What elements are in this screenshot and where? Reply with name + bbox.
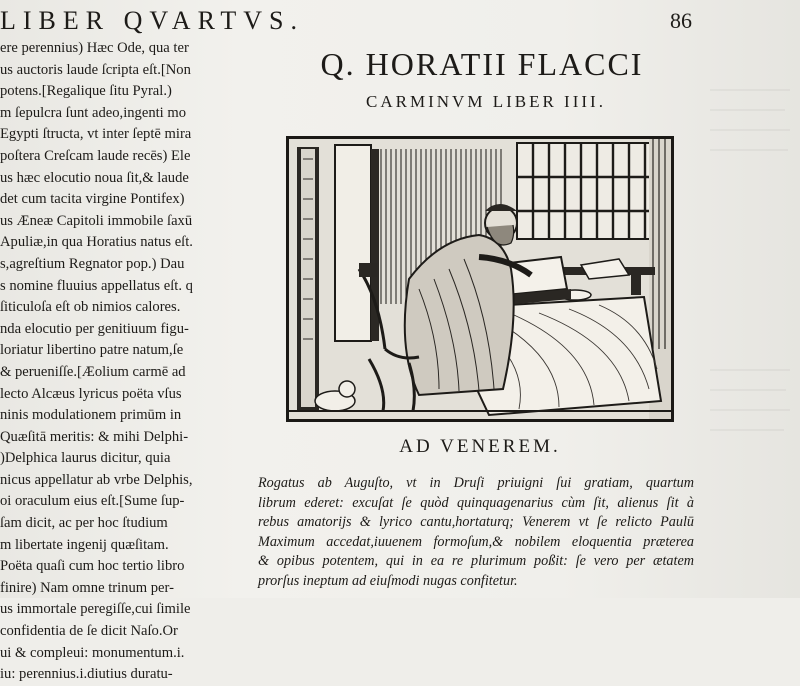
- commentary-line: ſiticuloſa eſt ob nimios calores.: [0, 299, 181, 316]
- book-title: Q. HORATII FLACCI: [320, 46, 644, 82]
- commentary-line: Apuliæ,in qua Horatius natus eſt.: [0, 234, 193, 251]
- commentary-line: nda elocutio per genitiuum figu-: [0, 320, 189, 337]
- argument-line: librum ederet: excuſat ſe quòd quinquagenarius cùm ſit, alienus ſit à: [258, 494, 694, 511]
- commentary-line: finire) Nam omne trinum per-: [0, 579, 174, 596]
- argument-line: rebus amatorijs & lyrico cantu,hortaturq; Venerem vt ſe relicto Paulū: [258, 514, 694, 531]
- commentary-line: ſam dicit, ac per hoc ſtudium: [0, 515, 168, 532]
- woodcut-illustration: [286, 136, 674, 422]
- commentary-line: m ſepulcra ſunt adeo,ingenti mo: [0, 104, 187, 121]
- commentary-line: oi oraculum eius eſt.[Sume ſup-: [0, 493, 185, 510]
- page-number: 86: [670, 8, 692, 33]
- commentary-line: us immortale peregiſſe,cui ſimile: [0, 601, 191, 618]
- commentary-line: ere perennius) Hæc Ode, qua ter: [0, 40, 189, 56]
- commentary-line: m libertate ingenij quæſitam.: [0, 536, 169, 553]
- commentary-line: )Delphica laurus dicitur, quia: [0, 450, 171, 467]
- commentary-line: Quæſitā meritis: & mihi Delphi-: [0, 428, 189, 445]
- commentary-line: us Æneæ Capitoli immobile ſaxū: [0, 212, 193, 229]
- show-through-text: [700, 70, 800, 590]
- commentary-column: [0, 38, 255, 686]
- commentary-line: lecto Alcæus lyricus poëta vſus: [0, 385, 182, 402]
- commentary-line: det cum tacita virgine Pontifex): [0, 191, 185, 208]
- argument-line: prorſus ineptum ad eiuſmodi nugas confitetur.: [258, 572, 518, 589]
- commentary-line: ninis modulationem primūm in: [0, 407, 182, 424]
- commentary-line: confidentia de ſe dicit Naſo.Or: [0, 623, 178, 640]
- commentary-line: iu: perennius.i.diutius duratu-: [0, 666, 173, 683]
- commentary-line: & perueniſſe.[Æolium carmē ad: [0, 363, 186, 380]
- argument-line: Rogatus ab Auguſto, vt in Druſi priuigni ſui gratiam, quartum: [258, 475, 694, 491]
- commentary-line: Egypti ſtructa, vt inter ſeptē mira: [0, 126, 192, 143]
- commentary-line: ui & compleui: monumentum.i.: [0, 644, 185, 661]
- running-head: LIBER QVARTVS.: [0, 6, 304, 35]
- commentary-line: s,agreſtium Regnator pop.) Dau: [0, 255, 185, 272]
- woodcut-scholar-at-desk-icon: [289, 139, 671, 419]
- commentary-line: Poëta quaſi cum hoc tertio libro: [0, 558, 185, 575]
- commentary-line: us auctoris laude ſcripta eſt.[Non: [0, 61, 191, 78]
- commentary-line: potens.[Regalique ſitu Pyral.): [0, 83, 172, 100]
- commentary-line: nicus appellatur ab vrbe Delphis,: [0, 471, 193, 488]
- argument-line: Maximum accedat,iuuenem formoſum,& nobilem eloquentia præterea: [258, 533, 694, 550]
- commentary-line: loriatur libertino patre natum,ſe: [0, 342, 184, 359]
- ode-argument: [258, 474, 694, 592]
- commentary-line: s nomine fluuius appellatus eſt. q: [0, 277, 193, 294]
- commentary-line: us hæc elocutio noua ſit,& laude: [0, 169, 189, 186]
- argument-line: & opibus potentem, qui in ea re plurimum poßit: ſe vero per ætatem: [258, 553, 694, 570]
- ode-heading: AD VENEREM.: [399, 436, 561, 457]
- book-subtitle: CARMINVM LIBER IIII.: [366, 92, 606, 111]
- commentary-line: poſtera Creſcam laude recēs) Ele: [0, 147, 191, 164]
